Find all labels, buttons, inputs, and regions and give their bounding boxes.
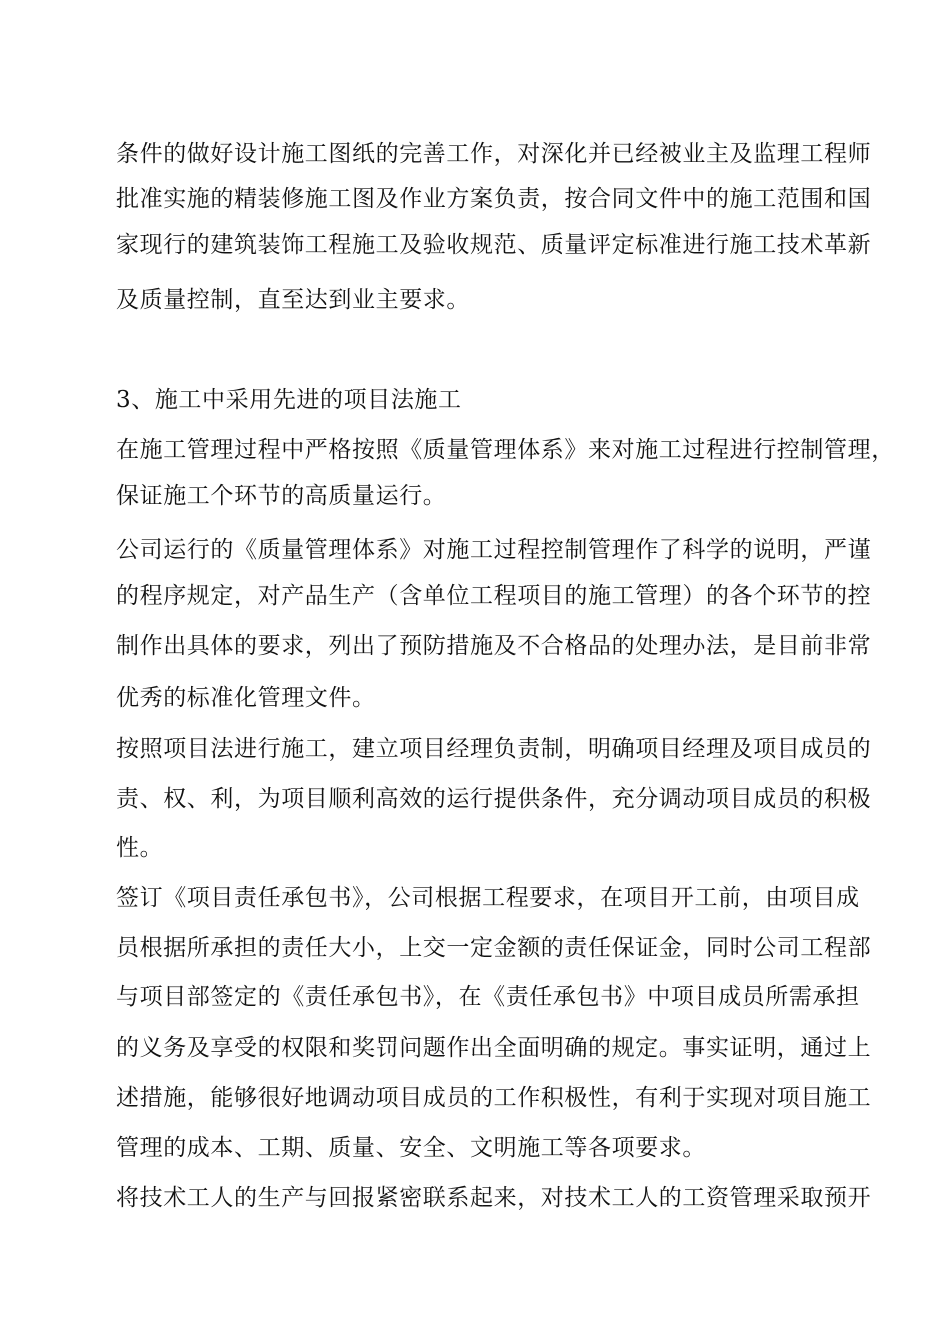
text-line: 的程序规定，对产品生产（含单位工程项目的施工管理）的各个环节的控: [116, 583, 872, 609]
text-line: 公司运行的《质量管理体系》对施工过程控制管理作了科学的说明，严谨: [116, 537, 872, 563]
text-line: 批准实施的精装修施工图及作业方案负责，按合同文件中的施工范围和国: [116, 186, 872, 212]
text-line: 的义务及享受的权限和奖罚问题作出全面明确的规定。事实证明，通过上: [116, 1035, 872, 1061]
text-line: 管理的成本、工期、质量、安全、文明施工等各项要求。: [116, 1135, 706, 1161]
text-line: 及质量控制，直至达到业主要求。: [116, 287, 470, 313]
text-line: 按照项目法进行施工，建立项目经理负责制，明确项目经理及项目成员的: [116, 736, 872, 762]
text-line: 员根据所承担的责任大小，上交一定金额的责任保证金，同时公司工程部: [116, 935, 872, 961]
text-line: 保证施工个环节的高质量运行。: [116, 483, 447, 509]
section-heading: 3、施工中采用先进的项目法施工: [116, 387, 462, 413]
text-line: 责、权、利，为项目顺利高效的运行提供条件，充分调动项目成员的积极: [116, 786, 872, 812]
text-line: 制作出具体的要求，列出了预防措施及不合格品的处理办法，是目前非常: [116, 633, 872, 659]
text-line: 性。: [116, 835, 164, 861]
text-line: 签订《项目责任承包书》，公司根据工程要求，在项目开工前，由项目成: [116, 885, 860, 911]
text-line: 家现行的建筑装饰工程施工及验收规范、质量评定标准进行施工技术革新: [116, 232, 872, 258]
text-line: 将技术工人的生产与回报紧密联系起来，对技术工人的工资管理采取预开: [116, 1185, 872, 1211]
text-line: 条件的做好设计施工图纸的完善工作，对深化并已经被业主及监理工程师: [116, 141, 872, 167]
text-line: 述措施，能够很好地调动项目成员的工作积极性，有利于实现对项目施工: [116, 1085, 872, 1111]
text-line: 优秀的标准化管理文件。: [116, 685, 376, 711]
text-line: 在施工管理过程中严格按照《质量管理体系》来对施工过程进行控制管理，: [116, 437, 895, 463]
text-line: 与项目部签定的《责任承包书》，在《责任承包书》中项目成员所需承担: [116, 984, 860, 1010]
